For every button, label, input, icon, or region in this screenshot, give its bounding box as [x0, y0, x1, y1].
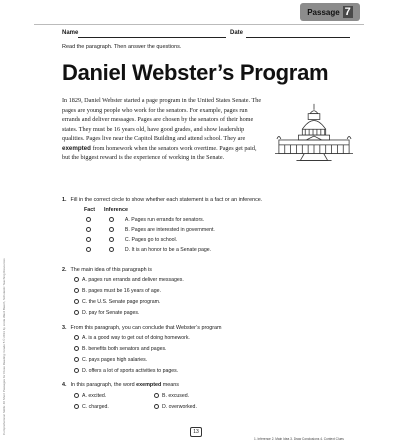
- q2-b-bubble[interactable]: [74, 288, 79, 293]
- name-field[interactable]: [78, 37, 226, 38]
- q3-b-text: B. benefits both senators and pages.: [82, 346, 167, 352]
- q3-option-c[interactable]: [74, 357, 147, 364]
- q2-option-a[interactable]: [74, 277, 184, 284]
- question-3: [62, 325, 222, 332]
- q4-c-text: C. charged.: [82, 404, 109, 410]
- question-4-text-before: In this paragraph, the word: [70, 382, 137, 388]
- question-4-number: 4.: [62, 382, 67, 388]
- q1-c-text: C. Pages go to school.: [124, 237, 178, 243]
- q3-option-a[interactable]: [74, 335, 190, 342]
- q1-d-text: D. It is an honor to be a Senate page.: [124, 247, 212, 253]
- q3-a-text: A. is a good way to get out of doing homework.: [82, 335, 190, 341]
- question-3-text: From this paragraph, you can conclude that Webster’s program: [70, 325, 222, 331]
- q2-option-b[interactable]: [74, 288, 161, 295]
- q1-d-inference-bubble[interactable]: [109, 247, 114, 252]
- q1-d-fact-bubble[interactable]: [86, 247, 91, 252]
- q3-a-bubble[interactable]: [74, 335, 79, 340]
- q4-b-bubble[interactable]: [154, 393, 159, 398]
- inference-column-header: Inference: [104, 207, 128, 213]
- top-divider: [34, 24, 364, 25]
- q4-b-text: B. excused.: [162, 393, 190, 399]
- question-1-text: Fill in the correct circle to show whether each statement is a fact or an inference.: [70, 197, 263, 203]
- fact-column-header: Fact: [84, 207, 96, 213]
- question-2-number: 2.: [62, 267, 67, 273]
- question-1-number: 1.: [62, 197, 67, 203]
- q3-d-text: D. offers a lot of sports activities to pages.: [82, 368, 179, 374]
- q4-a-text: A. excited.: [82, 393, 107, 399]
- q2-c-text: C. the U.S. Senate page program.: [82, 299, 161, 305]
- q1-a-fact-bubble[interactable]: [86, 217, 91, 222]
- q1-row-a: [86, 217, 204, 224]
- paragraph-text-before: In 1829, Daniel Webster started a page program in the United States Senate. The pages are young people who work for the senators. For example, pages run errands and deliver messages. Pages are chosen by the senators of their home states. They must be 16 years old, have good grades, and show leadership qualities. Pages live near the Capitol Building and attend school. They are: [62, 97, 262, 142]
- q1-c-fact-bubble[interactable]: [86, 237, 91, 242]
- q1-a-text: A. Pages run errands for senators.: [124, 217, 205, 223]
- q4-option-d[interactable]: [154, 404, 197, 411]
- q4-option-c[interactable]: [74, 404, 109, 411]
- question-2-text: The main idea of this paragraph is: [70, 267, 153, 273]
- q3-option-d[interactable]: [74, 368, 178, 375]
- instruction-text: Read the paragraph. Then answer the questions.: [62, 44, 182, 50]
- q2-c-bubble[interactable]: [74, 299, 79, 304]
- q2-option-d[interactable]: [74, 310, 139, 317]
- q1-row-c: [86, 237, 177, 244]
- paragraph-bold-word: exempted: [62, 144, 91, 152]
- question-4-text-after: means: [161, 382, 179, 388]
- question-4: [62, 382, 179, 389]
- q2-a-text: A. pages run errands and deliver messages.: [82, 277, 184, 283]
- q3-c-text: C. pays pages high salaries.: [82, 357, 148, 363]
- date-field[interactable]: [246, 37, 350, 38]
- reading-paragraph: [62, 96, 262, 163]
- q2-d-text: D. pay for Senate pages.: [82, 310, 140, 316]
- passage-number: 7: [344, 6, 351, 18]
- date-label: Date: [230, 30, 244, 36]
- q4-option-a[interactable]: [74, 393, 106, 400]
- capitol-building-illustration: [275, 100, 353, 178]
- q3-c-bubble[interactable]: [74, 357, 79, 362]
- q1-c-inference-bubble[interactable]: [109, 237, 114, 242]
- q2-a-bubble[interactable]: [74, 277, 79, 282]
- page-title: Daniel Webster’s Program: [62, 60, 329, 85]
- q2-b-text: B. pages must be 16 years of age.: [82, 288, 162, 294]
- passage-tab: [300, 3, 360, 21]
- question-3-number: 3.: [62, 325, 67, 331]
- copyright-side-note: Comprehension Skills: 40 Short Passages for Close Reading: Grade 5 © 2013 by Linda Ward Beech, Scholastic Teaching Resources: [2, 258, 6, 435]
- paragraph-text-after: from homework when the senators work overtime. Pages get paid, but the biggest reward is the experience of working in the Senate.: [62, 144, 257, 161]
- q3-b-bubble[interactable]: [74, 346, 79, 351]
- q4-option-b[interactable]: [154, 393, 189, 400]
- q1-row-d: [86, 247, 211, 254]
- q4-d-text: D. overworked.: [162, 404, 197, 410]
- q1-row-b: [86, 227, 215, 234]
- q4-a-bubble[interactable]: [74, 393, 79, 398]
- q3-option-b[interactable]: [74, 346, 167, 353]
- name-label: Name: [62, 30, 79, 36]
- q1-b-text: B. Pages are interested in government.: [124, 227, 215, 233]
- q2-option-c[interactable]: [74, 299, 160, 306]
- q4-c-bubble[interactable]: [74, 404, 79, 409]
- q1-b-fact-bubble[interactable]: [86, 227, 91, 232]
- question-1: [62, 197, 262, 204]
- q1-a-inference-bubble[interactable]: [109, 217, 114, 222]
- page-number: 13: [190, 427, 202, 437]
- q1-b-inference-bubble[interactable]: [109, 227, 114, 232]
- passage-label: Passage: [307, 7, 340, 17]
- q4-d-bubble[interactable]: [154, 404, 159, 409]
- q2-d-bubble[interactable]: [74, 310, 79, 315]
- footer-skills-key: 1. Inference 2. Main Idea 3. Draw Conclusions 4. Context Clues: [254, 437, 344, 441]
- question-4-bold-word: exempted: [136, 382, 162, 388]
- q3-d-bubble[interactable]: [74, 368, 79, 373]
- question-2: [62, 267, 152, 274]
